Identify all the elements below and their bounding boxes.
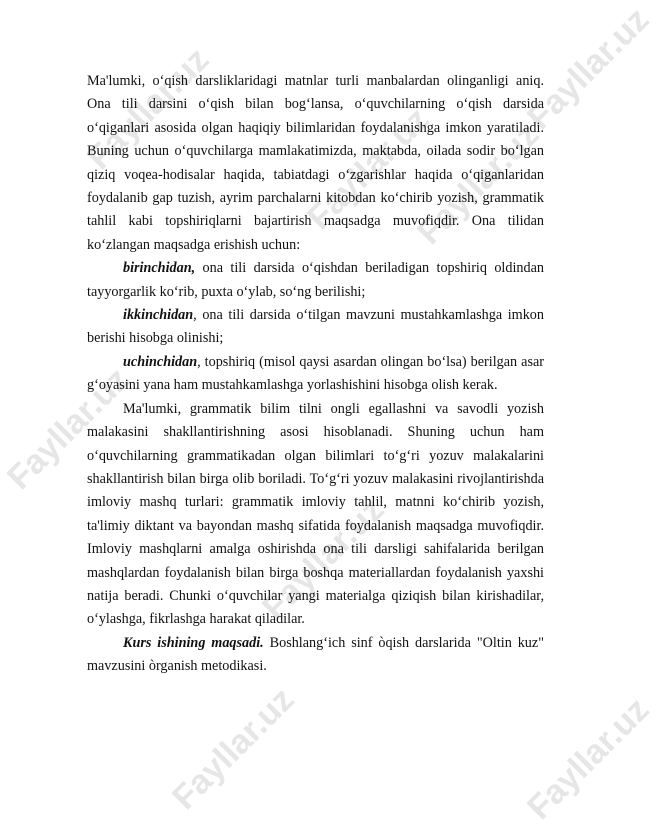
intro-paragraph: Ma'lumki, o‘qish darsliklaridagi matnlar turli manbalardan olinganligi aniq. Ona tili darsini o‘qish bilan bog‘lansa, o‘quvchilarning o‘qish darsida o‘qiganlari asosida olgan haqiqiy bilimlaridan foydalanishga imkon yaratiladi. Buning uchun o‘quvchilarga mamlakatimizda, maktabda, oilada sodir bo‘lgan qiziq voqea-hodisalar haqida, tabiatdagi o‘zgarishlar haqida o‘qiganlaridan foydalanib gap tuzish, ayrim parchalarni kitobdan ko‘chirib yozish, grammatik tahlil kabi topshiriqlarni bajartirish maqsadga muvofiqdir. Ona tilidan ko‘zlangan maqsadga erishish uchun: xyxy=(87,73,544,253)
watermark: Fayllar.uz xyxy=(255,490,392,627)
watermark: Fayllar.uz xyxy=(520,690,657,827)
third-point-text: , topshiriq (misol qaysi asardan olingan bo‘lsa) berilgan asar g‘oyasini yana ham mustahkamlashga yorlashishini hisobga olish kerak. xyxy=(87,353,544,394)
first-point-paragraph xyxy=(87,257,544,304)
watermark: Fayllar.uz xyxy=(300,100,437,237)
watermark: Fayllar.uz xyxy=(165,680,302,817)
watermark: Fayllar.uz xyxy=(80,40,217,177)
second-point-label: ikkinchidan xyxy=(123,307,194,324)
watermark: Fayllar.uz xyxy=(410,115,547,252)
watermark: Fayllar.uz xyxy=(0,360,137,497)
second-point-text: , ona tili darsida o‘tilgan mavzuni mustahkamlashga imkon berishi hisobga olinishi; xyxy=(87,307,544,347)
first-point-text: ona tili darsida o‘qishdan beriladigan topshiriq oldindan tayyorgarlik ko‘rib, puxta o‘ylab, so‘ng berilishi; xyxy=(87,260,544,300)
goal-text: Boshlang‘ich sinf òqish darslarida "Oltin kuz" mavzusini òrganish metodikasi. xyxy=(87,634,544,675)
watermark: Fayllar.uz xyxy=(520,0,657,137)
second-point-paragraph xyxy=(87,304,544,351)
goal-paragraph xyxy=(87,632,544,679)
grammar-paragraph: Ma'lumki, grammatik bilim tilni ongli egallashni va savodli yozish malakasini shakllantirishning asosi hisoblanadi. Shuning uchun ham o‘quvchilarning grammatikadan olgan bilimlari to‘g‘ri yozuv malakalarini shakllantirish bilan birga olib boriladi. To‘g‘ri yozuv malakasini rivojlantirishda imloviy mashq turlari: grammatik imloviy tahlil, matnni ko‘chirib yozish, ta'limiy diktant va bayondan mashq sifatida foydalanish maqsadga muvofiqdir. Imloviy mashqlarni amalga oshirishda ona tili darsligi sahifalarida berilgan mashqlardan foydalanish bilan birga boshqa materiallardan foydalanish yaxshi natija beradi. Chunki o‘quvchilar yangi materialga qiziqish bilan kirishadilar, o‘ylashga, fikrlashga harakat qiladilar. xyxy=(87,400,544,628)
goal-label: Kurs ishining maqsadi. xyxy=(123,634,264,651)
first-point-label: birinchidan, xyxy=(123,260,196,277)
body-text xyxy=(87,70,544,679)
third-point-label: uchinchidan xyxy=(123,353,198,370)
third-point-paragraph xyxy=(87,351,544,398)
